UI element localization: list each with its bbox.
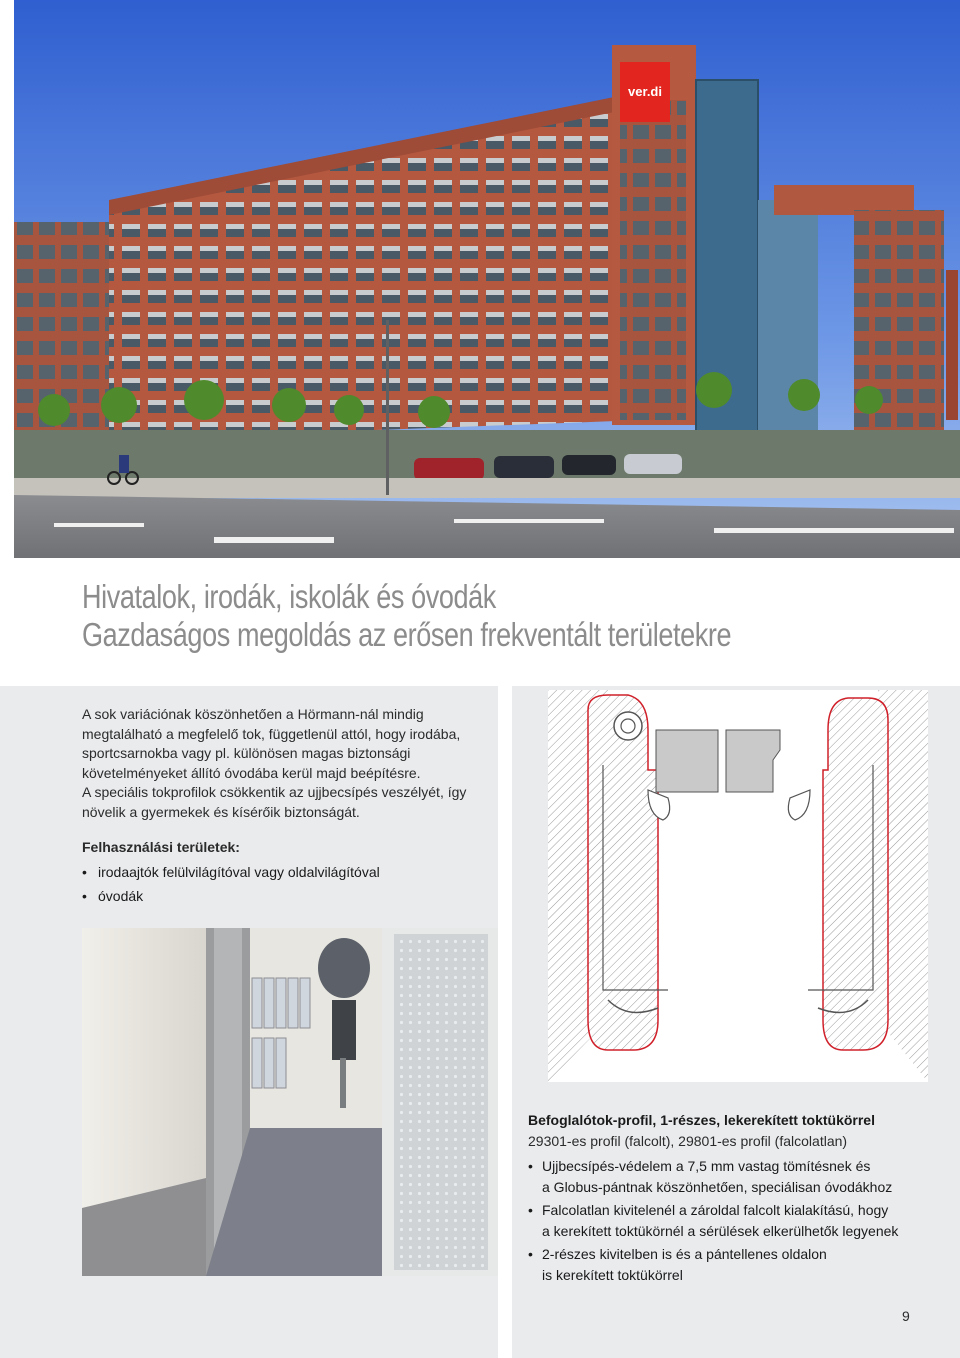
headline-line-2: Gazdaságos megoldás az erősen frekventált területekre [82, 616, 732, 653]
hero-building-photo [14, 0, 960, 558]
uses-list [82, 863, 482, 911]
frame-profile-diagram [548, 690, 928, 1082]
list-item [528, 1200, 948, 1241]
list-item: • óvodák [82, 887, 482, 906]
caption-list [528, 1156, 948, 1288]
right-profile-outline [823, 698, 888, 1050]
left-profile-outline [588, 695, 658, 1050]
caption-title: Befoglalótok-profil, 1-részes, lekerekített toktükörrel [528, 1112, 875, 1128]
caption-subtitle: 29301-es profil (falcolt), 29801-es profil (falcolatlan) [528, 1133, 848, 1149]
list-item-line: • 2-részes kivitelben is és a pántellenes oldalon [542, 1246, 827, 1262]
list-item [528, 1244, 948, 1285]
list-item [528, 1156, 948, 1197]
list-item-line: • Falcolatlan kivitelenél a zároldal falcolt kialakítású, hogy [542, 1202, 889, 1218]
headline-line-1: Hivatalok, irodák, iskolák és óvodák [82, 578, 496, 615]
intro-paragraph-2: A speciális tokprofilok csökkentik az ujjbecsípés veszélyét, így növelik a gyermekek és kísérőik biztonságát. [82, 784, 467, 820]
intro-text [82, 705, 482, 822]
list-item-line: a kerekített toktükörnél a sérülések elkerülhetők legyenek [542, 1222, 899, 1239]
interior-door-photo [82, 928, 498, 1276]
list-item-line: is kerekített toktükörrel [542, 1266, 683, 1283]
list-item-line: a Globus-pántnak köszönhetően, speciálisan óvodákhoz [542, 1178, 893, 1195]
page-number: 9 [902, 1308, 910, 1324]
verdi-sign-text: ver.di [628, 84, 662, 99]
intro-paragraph-1: A sok variációnak köszönhetően a Hörmann-nál mindig megtalálható a megfelelő tok, függetlenül attól, hogy irodába, sportcsarnokba vagy pl. különösen magas biztonsági követelményeket állító óvodába kerül majd beépítésre. [82, 706, 461, 781]
list-item: • irodaajtók felülvilágítóval vagy oldalvilágítóval [82, 863, 482, 882]
list-item-line: • Ujjbecsípés-védelem a 7,5 mm vastag tömítésnek és [542, 1158, 871, 1174]
headline [82, 578, 942, 654]
uses-title: Felhasználási területek: [82, 839, 240, 855]
